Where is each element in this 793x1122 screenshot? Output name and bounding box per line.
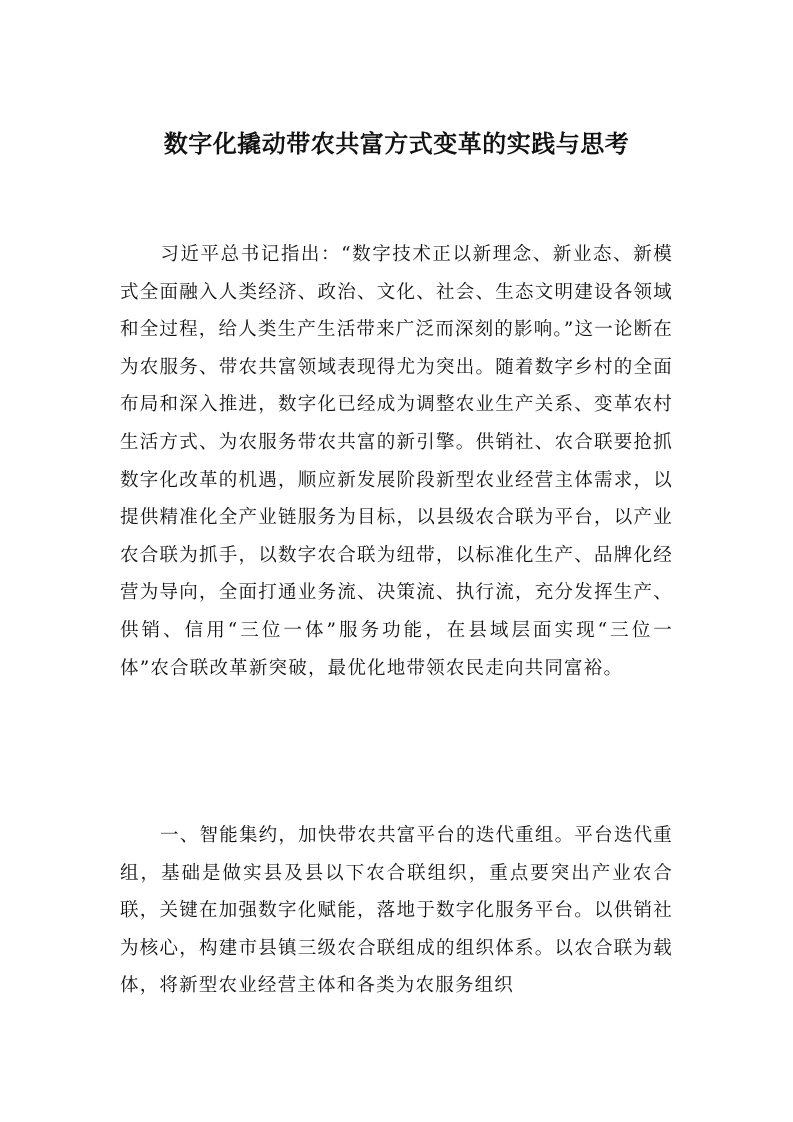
body-paragraph-intro bbox=[120, 236, 673, 687]
document-title: 数字化撬动带农共富方式变革的实践与思考 bbox=[163, 129, 630, 158]
paragraph-text: 一、智能集约，加快带农共富平台的迭代重组。平台迭代重组，基础是做实县及县以下农合联组织，重点要突出产业农合联，关键在加强数字化赋能，落地于数字化服务平台。以供销社为核心，构建市县镇三级农合联组成的组织体系。以农合联为载体，将新型农业经营主体和各类为农服务组织 bbox=[120, 825, 673, 997]
body-paragraph-section-one bbox=[120, 817, 673, 1005]
paragraph-text: 习近平总书记指出：“数字技术正以新理念、新业态、新模式全面融入人类经济、政治、文化、社会、生态文明建设各领域和全过程，给人类生产生活带来广泛而深刻的影响。”这一论断在为农服务、带农共富领域表现得尤为突出。随着数字乡村的全面布局和深入推进，数字化已经成为调整农业生产关系、变革农村生活方式、为农服务带农共富的新引擎。供销社、农合联要抢抓数字化改革的机遇，顺应新发展阶段新型农业经营主体需求，以提供精准化全产业链服务为目标，以县级农合联为平台，以产业农合联为抓手，以数字农合联为纽带，以标准化生产、品牌化经营为导向，全面打通业务流、决策流、执行流，充分发挥生产、供销、信用“三位一体”服务功能，在县域层面实现“三位一体”农合联改革新突破，最优化地带领农民走向共同富裕。 bbox=[120, 244, 674, 679]
